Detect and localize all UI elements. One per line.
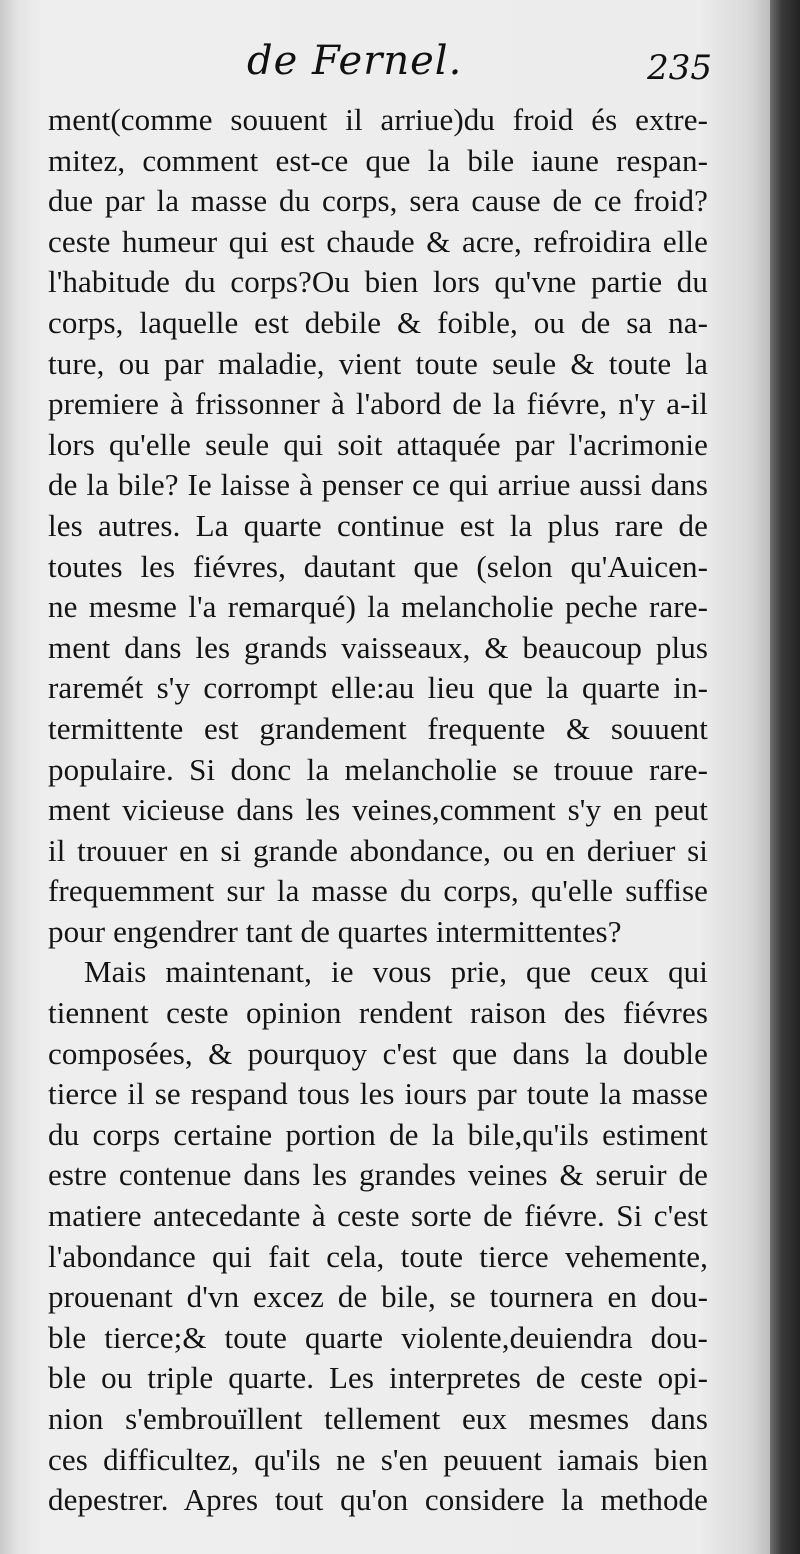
text-line: ces difficultez, qu'ils ne s'en peuuent iamais bien [48,1441,708,1477]
text-line: toutes les fiévres, dautant que (selon qu'Auicen- [48,548,708,584]
text-line: pour engendrer tant de quartes intermittentes? [48,913,622,949]
body-text [48,100,708,1521]
page-header [52,38,712,98]
text-line: composées, & pourquoy c'est que dans la double [48,1035,708,1071]
text-line: ment vicieuse dans les veines,comment s'y en peut [48,792,708,828]
text-line: l'habitude du corps?Ou bien lors qu'vne partie du [48,264,708,300]
text-line: tierce il se respand tous les iours par toute la masse [48,1076,708,1112]
running-head: de Fernel. [247,38,463,84]
text-line: ment(comme souuent il arriue)du froid és extre- [48,102,708,137]
text-line: matiere antecedante à ceste sorte de fiévre. Si c'est [48,1198,708,1234]
text-line: de la bile? Ie laisse à penser ce qui arriue aussi dans [48,467,708,503]
text-line: ceste humeur qui est chaude & acre, refroidira elle [48,223,708,259]
text-line: premiere à frissonner à l'abord de la fiévre, n'y a-il [48,386,708,422]
text-line: corps, laquelle est debile & foible, ou de sa na- [48,304,708,340]
text-line: ble ou triple quarte. Les interpretes de ceste opi- [48,1360,708,1396]
text-line: lors qu'elle seule qui soit attaquée par l'acrimonie [48,426,708,462]
text-line: depestrer. Apres tout qu'on considere la methode [48,1482,708,1518]
text-line: raremét s'y corrompt elle:au lieu que la quarte in- [48,670,708,706]
text-line: du corps certaine portion de la bile,qu'ils estiment [48,1116,708,1152]
text-line: les autres. La quarte continue est la plus rare de [48,507,708,543]
text-line: populaire. Si donc la melancholie se trouue rare- [48,751,708,787]
page-number: 235 [647,48,712,88]
text-line: tiennent ceste opinion rendent raison des fiévres [48,995,708,1031]
text-line: prouenant d'vn excez de bile, se tournera en dou- [48,1279,708,1315]
text-line: due par la masse du corps, sera cause de ce froid? [48,183,708,219]
text-line: frequemment sur la masse du corps, qu'elle suffise [48,873,708,909]
text-line: l'abondance qui fait cela, toute tierce vehemente, [48,1238,708,1274]
text-line: ment dans les grands vaisseaux, & beaucoup plus [48,629,708,665]
text-line: termittente est grandement frequente & souuent [48,710,708,746]
text-line: nion s'embrouïllent tellement eux mesmes dans [48,1401,708,1436]
text-line: estre contenue dans les grandes veines & seruir de [48,1157,708,1193]
text-line: ne mesme l'a remarqué) la melancholie peche rare- [48,589,708,625]
binding-shadow [770,0,800,1554]
text-line: il trouuer en si grande abondance, ou en deriuer si [48,832,708,868]
text-line: ble tierce;& toute quarte violente,deuiendra dou- [48,1319,708,1355]
paragraph-start-line: Mais maintenant, ie vous prie, que ceux qui [84,954,708,990]
text-line: mitez, comment est-ce que la bile iaune respan- [48,142,708,178]
text-line: ture, ou par maladie, vient toute seule & toute la [48,345,708,381]
